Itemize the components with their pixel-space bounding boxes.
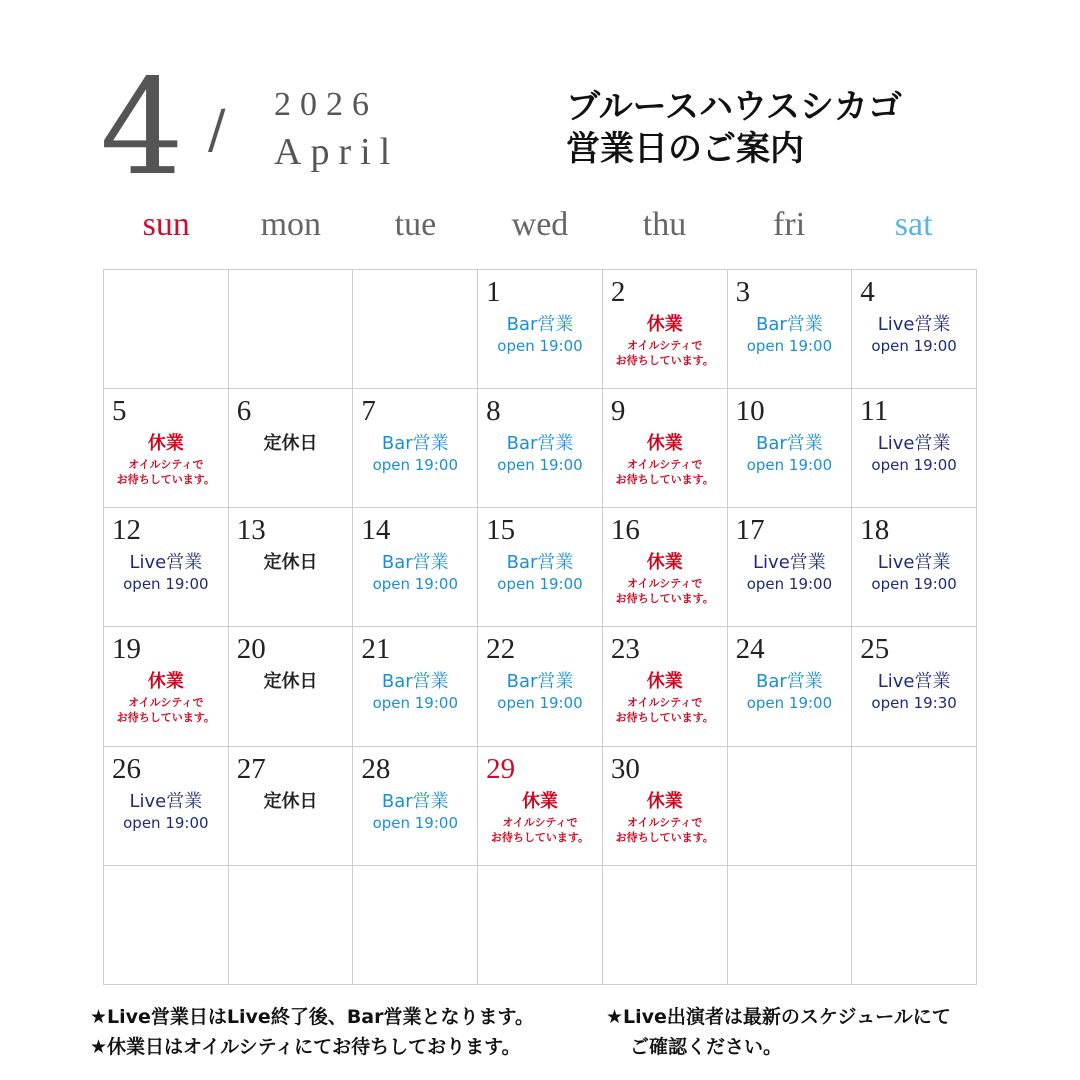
closed-note-line1: オイルシティで xyxy=(627,458,703,472)
open-time: open 19:00 xyxy=(497,575,583,594)
footer-notes-left xyxy=(90,1002,534,1062)
calendar-day-20 xyxy=(229,627,354,746)
calendar-day-16 xyxy=(603,508,728,627)
day-number: 30 xyxy=(610,752,640,785)
day-number: 17 xyxy=(735,514,765,547)
calendar-empty-cell xyxy=(229,866,354,985)
open-time: open 19:00 xyxy=(871,337,957,355)
open-time: open 19:00 xyxy=(497,337,583,355)
calendar-empty-cell xyxy=(728,866,853,985)
calendar-empty-cell xyxy=(852,747,977,866)
calendar-empty-cell xyxy=(852,866,977,985)
open-time: open 19:00 xyxy=(497,694,583,713)
calendar-day-22 xyxy=(478,627,603,746)
open-time: open 19:00 xyxy=(372,456,458,475)
calendar-day-28 xyxy=(353,747,478,866)
open-time: open 19:00 xyxy=(871,456,957,475)
day-number: 1 xyxy=(486,276,501,308)
open-time: open 19:00 xyxy=(871,575,957,594)
footer-note-closed: ★休業日はオイルシティにてお待ちしております。 xyxy=(90,1036,521,1058)
day-status: Bar営業 xyxy=(506,671,574,693)
calendar-empty-cell xyxy=(353,270,478,389)
closed-note-line2: お待ちしています。 xyxy=(615,711,714,725)
open-time: open 19:30 xyxy=(871,694,957,713)
calendar-day-30 xyxy=(603,747,728,866)
day-status: Live営業 xyxy=(877,314,951,335)
day-number: 21 xyxy=(361,633,391,666)
day-status: 定休日 xyxy=(263,433,318,455)
footer-note-schedule-cont: ご確認ください。 xyxy=(630,1036,783,1058)
weekday-fri: fri xyxy=(773,206,806,243)
open-time: open 19:00 xyxy=(746,575,833,594)
closed-note xyxy=(104,457,228,487)
closed-note-line1: オイルシティで xyxy=(627,696,703,710)
day-number: 27 xyxy=(236,752,266,785)
footer-notes-right xyxy=(606,1002,951,1062)
closed-note-line2: お待ちしています。 xyxy=(116,711,215,725)
closed-note-line1: オイルシティで xyxy=(627,339,703,352)
weekday-wed: wed xyxy=(511,206,569,243)
title-line-2: 営業日のご案内 xyxy=(566,129,804,169)
day-number: 14 xyxy=(361,514,391,547)
footer-note-schedule: ★Live出演者は最新のスケジュールにて xyxy=(606,1006,951,1028)
calendar-empty-cell xyxy=(104,270,229,389)
closed-note xyxy=(603,338,727,368)
weekday-sun: sun xyxy=(142,206,190,243)
calendar-day-7 xyxy=(353,389,478,508)
day-number: 23 xyxy=(610,633,640,666)
day-status: 定休日 xyxy=(263,552,318,574)
weekday-mon: mon xyxy=(260,206,322,243)
calendar-day-21 xyxy=(353,627,478,746)
calendar-day-11 xyxy=(852,389,977,508)
day-status: Bar営業 xyxy=(381,790,449,812)
closed-note-line2: お待ちしています。 xyxy=(490,830,590,844)
day-number: 7 xyxy=(361,395,376,428)
open-time: open 19:00 xyxy=(123,575,209,594)
closed-note xyxy=(603,576,727,606)
calendar-day-4 xyxy=(852,270,977,389)
closed-note xyxy=(603,815,727,845)
month-number: 4 xyxy=(100,51,184,205)
day-status: Bar営業 xyxy=(381,433,449,455)
closed-note-line1: オイルシティで xyxy=(627,577,703,591)
open-time: open 19:00 xyxy=(746,337,833,355)
day-number: 15 xyxy=(486,514,516,547)
month-name-label: April xyxy=(274,131,400,173)
day-number: 24 xyxy=(735,633,765,666)
weekday-sat: sat xyxy=(894,206,933,243)
day-number: 8 xyxy=(486,395,501,428)
day-status: 休業 xyxy=(646,314,683,335)
day-status: Bar営業 xyxy=(506,314,574,335)
day-status: 休業 xyxy=(646,552,683,574)
closed-note-line2: お待ちしています。 xyxy=(615,830,714,844)
day-number: 16 xyxy=(610,514,640,547)
day-number: 19 xyxy=(112,633,141,666)
day-status: Live営業 xyxy=(753,552,826,574)
closed-note-line2: お待ちしています。 xyxy=(615,592,714,606)
day-status: Bar営業 xyxy=(756,314,823,335)
closed-note-line1: オイルシティで xyxy=(627,815,703,829)
day-number: 11 xyxy=(860,395,889,428)
day-number: 13 xyxy=(236,514,266,547)
calendar-day-18 xyxy=(852,508,977,627)
calendar-day-8 xyxy=(478,389,603,508)
open-time: open 19:00 xyxy=(746,456,833,475)
weekday-tue: tue xyxy=(394,206,437,243)
closed-note xyxy=(104,695,228,725)
calendar-day-17 xyxy=(728,508,853,627)
day-status: Live営業 xyxy=(877,433,951,455)
day-number: 12 xyxy=(112,514,141,547)
day-number: 5 xyxy=(112,395,127,428)
calendar-empty-cell xyxy=(229,270,354,389)
day-number: 29 xyxy=(486,752,516,785)
day-status: Live営業 xyxy=(877,552,951,574)
open-time: open 19:00 xyxy=(372,575,458,594)
weekday-thu: thu xyxy=(642,206,687,243)
calendar-day-27 xyxy=(229,747,354,866)
day-status: Live営業 xyxy=(129,552,203,574)
open-time: open 19:00 xyxy=(123,813,209,832)
open-time: open 19:00 xyxy=(372,694,458,713)
closed-note-line1: オイルシティで xyxy=(128,458,204,472)
day-status: Live営業 xyxy=(877,671,951,693)
calendar-day-2 xyxy=(603,270,728,389)
open-time: open 19:00 xyxy=(746,694,833,713)
day-number: 22 xyxy=(486,633,516,666)
day-status: 休業 xyxy=(646,433,683,455)
calendar-empty-cell xyxy=(353,866,478,985)
year-label: 2026 xyxy=(274,86,378,123)
closed-note-line2: お待ちしています。 xyxy=(615,473,714,487)
closed-note-line2: お待ちしています。 xyxy=(116,473,215,487)
closed-note xyxy=(603,695,727,725)
day-status: Bar営業 xyxy=(381,671,449,693)
calendar-empty-cell xyxy=(603,866,728,985)
footer-note-live: ★Live営業日はLive終了後、Bar営業となります。 xyxy=(90,1006,534,1028)
day-number: 26 xyxy=(112,752,141,785)
day-status: Bar営業 xyxy=(756,671,823,693)
day-status: 休業 xyxy=(646,790,683,812)
day-number: 28 xyxy=(361,752,391,785)
calendar-day-12 xyxy=(104,508,229,627)
slash-separator: / xyxy=(208,100,226,160)
page-title xyxy=(566,86,902,170)
closed-note-line1: オイルシティで xyxy=(502,815,578,829)
calendar-day-1 xyxy=(478,270,603,389)
calendar-empty-cell xyxy=(104,866,229,985)
weekday-header-row xyxy=(104,206,976,256)
calendar-day-19 xyxy=(104,627,229,746)
open-time: open 19:00 xyxy=(497,456,583,475)
calendar-grid xyxy=(103,269,977,985)
closed-note xyxy=(478,815,602,845)
calendar-day-13 xyxy=(229,508,354,627)
calendar-day-10 xyxy=(728,389,853,508)
day-number: 25 xyxy=(860,633,890,666)
calendar-day-24 xyxy=(728,627,853,746)
day-status: Bar営業 xyxy=(381,552,449,574)
calendar-day-15 xyxy=(478,508,603,627)
day-status: 休業 xyxy=(646,671,683,693)
calendar-day-6 xyxy=(229,389,354,508)
day-number: 18 xyxy=(860,514,890,547)
calendar-day-3 xyxy=(728,270,853,389)
title-line-1: ブルースハウスシカゴ xyxy=(566,87,902,127)
day-number: 3 xyxy=(735,276,751,308)
calendar-day-23 xyxy=(603,627,728,746)
day-number: 9 xyxy=(610,395,626,428)
calendar-day-9 xyxy=(603,389,728,508)
day-number: 10 xyxy=(735,395,765,428)
calendar-empty-cell xyxy=(728,747,853,866)
day-status: Bar営業 xyxy=(506,433,574,455)
day-number: 20 xyxy=(236,633,266,666)
day-status: 休業 xyxy=(147,433,184,455)
day-status: Bar営業 xyxy=(756,433,823,455)
day-number: 6 xyxy=(236,395,252,428)
calendar-day-5 xyxy=(104,389,229,508)
closed-note-line1: オイルシティで xyxy=(128,696,204,710)
calendar-empty-cell xyxy=(478,866,603,985)
closed-note xyxy=(603,457,727,487)
calendar-day-14 xyxy=(353,508,478,627)
day-status: 休業 xyxy=(521,790,558,812)
day-status: Live営業 xyxy=(129,790,203,812)
calendar-day-25 xyxy=(852,627,977,746)
open-time: open 19:00 xyxy=(372,813,458,832)
calendar-day-29 xyxy=(478,747,603,866)
calendar-day-26 xyxy=(104,747,229,866)
day-status: Bar営業 xyxy=(506,552,574,574)
closed-note-line2: お待ちしています。 xyxy=(615,354,714,367)
day-number: 4 xyxy=(860,276,875,308)
day-number: 2 xyxy=(610,276,626,308)
day-status: 定休日 xyxy=(263,790,318,812)
day-status: 定休日 xyxy=(263,671,318,693)
day-status: 休業 xyxy=(147,671,184,693)
